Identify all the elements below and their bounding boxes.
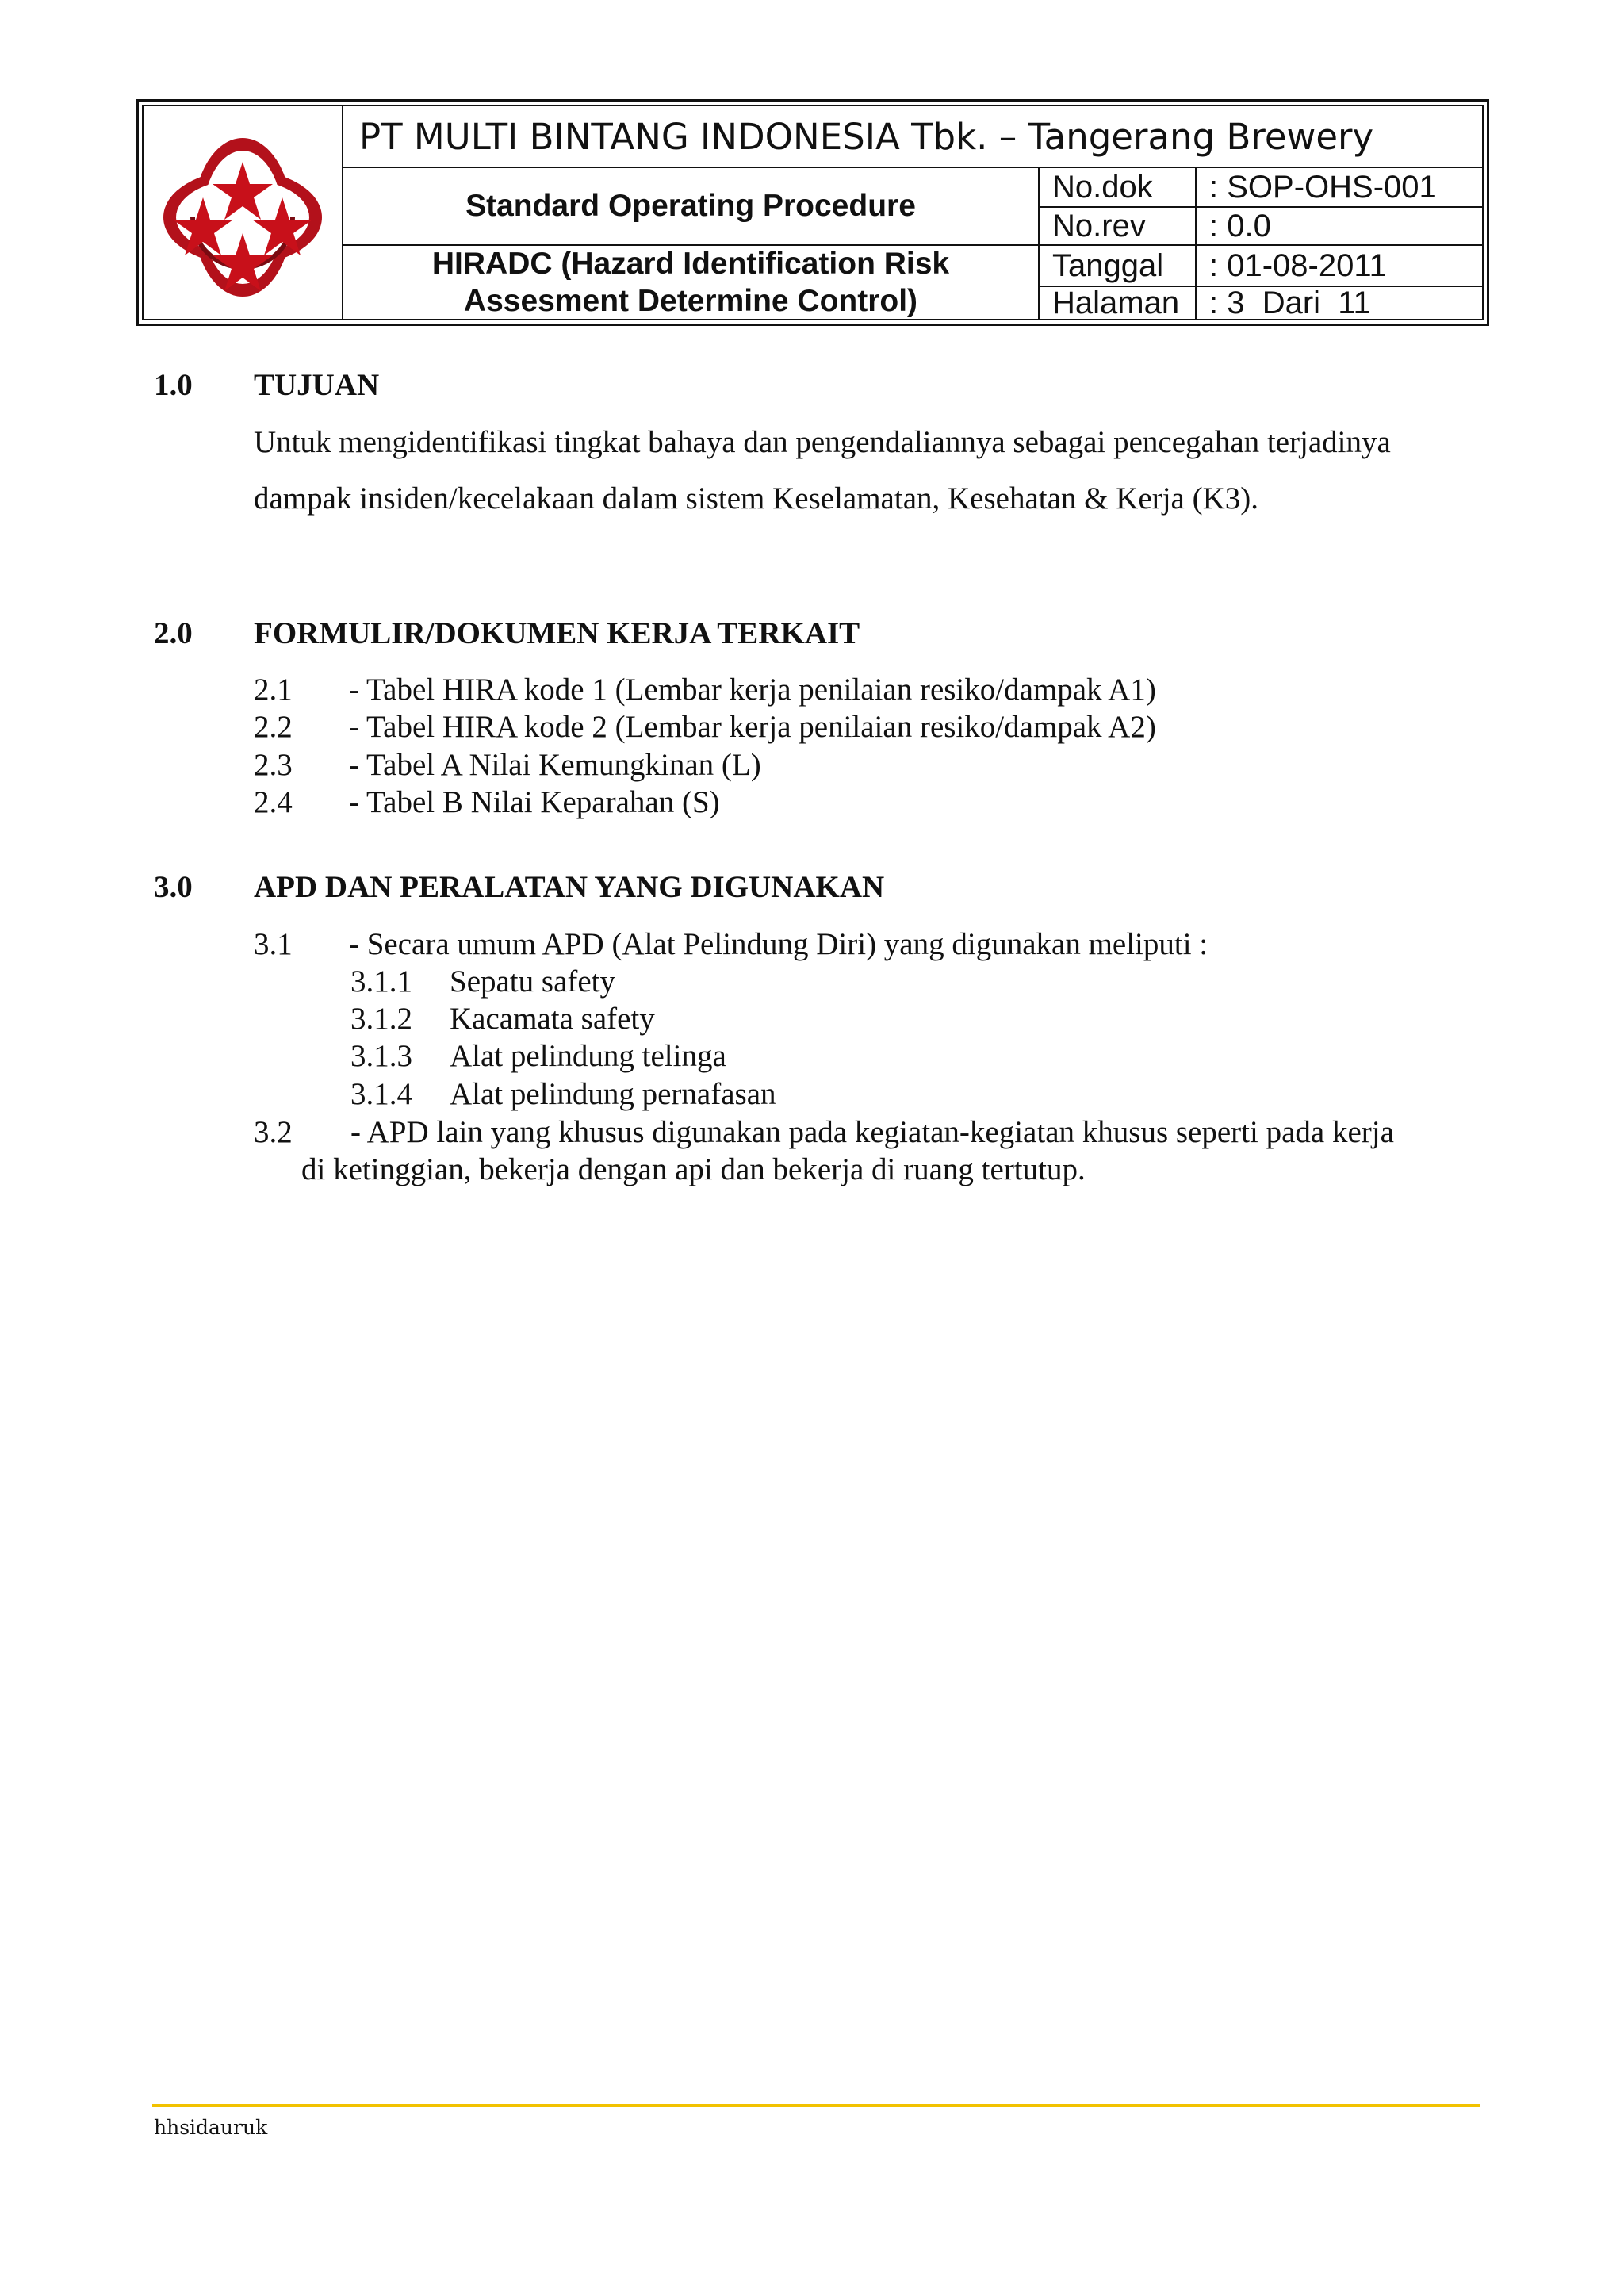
footer-author: hhsidauruk	[154, 2116, 268, 2139]
section-number: 2.0	[154, 616, 193, 650]
meta-row-page	[1040, 287, 1482, 319]
subitem-number: 3.1.2	[350, 1002, 412, 1036]
subitem-text: Kacamata safety	[450, 1002, 655, 1036]
meta-key: No.dok	[1040, 168, 1197, 206]
meta-row-date	[1040, 246, 1482, 287]
meta-value: : 0.0	[1209, 208, 1271, 243]
meta-value: : 01-08-2011	[1209, 247, 1387, 283]
subitem-text: Sepatu safety	[450, 964, 616, 999]
company-name: PT MULTI BINTANG INDONESIA Tbk. – Tangerang Brewery	[343, 106, 1482, 168]
list-item-text: - Tabel A Nilai Kemungkinan (L)	[349, 748, 761, 782]
list-item-number: 2.4	[254, 785, 293, 819]
meta-key: No.rev	[1040, 208, 1197, 244]
list-item-text: - APD lain yang khusus digunakan pada kegiatan-kegiatan khusus seperti pada kerja	[350, 1115, 1394, 1149]
list-item-number: 3.2	[254, 1115, 293, 1149]
list-item-number: 2.1	[254, 673, 293, 707]
subitem-text: Alat pelindung telinga	[450, 1039, 726, 1073]
subitem-number: 3.1.1	[350, 964, 412, 999]
section-number: 1.0	[154, 368, 193, 402]
list-item-text: - Secara umum APD (Alat Pelindung Diri) yang digunakan meliputi :	[349, 927, 1208, 961]
document-title-line-1: HIRADC (Hazard Identification Risk	[431, 247, 950, 281]
meta-value: : 3 Dari 11	[1209, 285, 1371, 320]
list-item-text: - Tabel HIRA kode 2 (Lembar kerja penilaian resiko/dampak A2)	[349, 710, 1156, 744]
subitem-number: 3.1.3	[350, 1039, 412, 1073]
meta-row-revision	[1040, 208, 1482, 246]
list-item-number: 2.3	[254, 748, 293, 782]
meta-key: Halaman	[1040, 287, 1197, 319]
section-title: FORMULIR/DOKUMEN KERJA TERKAIT	[254, 616, 860, 650]
document-header-table	[136, 99, 1489, 326]
list-item-text-continued: di ketinggian, bekerja dengan api dan bekerja di ruang tertutup.	[301, 1152, 1086, 1186]
section-number: 3.0	[154, 870, 193, 904]
footer-divider	[152, 2104, 1480, 2107]
subitem-text: Alat pelindung pernafasan	[450, 1077, 776, 1111]
section-title: APD DAN PERALATAN YANG DIGUNAKAN	[254, 870, 885, 904]
document-title-line-2: Assesment Determine Control)	[463, 284, 918, 318]
section-title: TUJUAN	[254, 368, 380, 402]
paragraph-line: Untuk mengidentifikasi tingkat bahaya dan pengendaliannya sebagai pencegahan terjadinya	[254, 425, 1391, 459]
document-title	[343, 246, 1040, 319]
meta-key: Tanggal	[1040, 246, 1197, 286]
paragraph-line: dampak insiden/kecelakaan dalam sistem Keselamatan, Kesehatan & Kerja (K3).	[254, 481, 1259, 516]
company-logo	[161, 122, 324, 312]
logo-cell	[144, 106, 343, 319]
document-header-inner	[142, 105, 1484, 320]
list-item-text: - Tabel B Nilai Keparahan (S)	[349, 785, 720, 819]
meta-row-doc-number	[1040, 168, 1482, 208]
list-item-number: 3.1	[254, 927, 293, 961]
meta-value: : SOP-OHS-001	[1209, 169, 1437, 205]
sop-label	[343, 168, 1040, 246]
list-item-text: - Tabel HIRA kode 1 (Lembar kerja penilaian resiko/dampak A1)	[349, 673, 1156, 707]
sop-label-text: Standard Operating Procedure	[465, 189, 916, 223]
subitem-number: 3.1.4	[350, 1077, 412, 1111]
list-item-number: 2.2	[254, 710, 293, 744]
